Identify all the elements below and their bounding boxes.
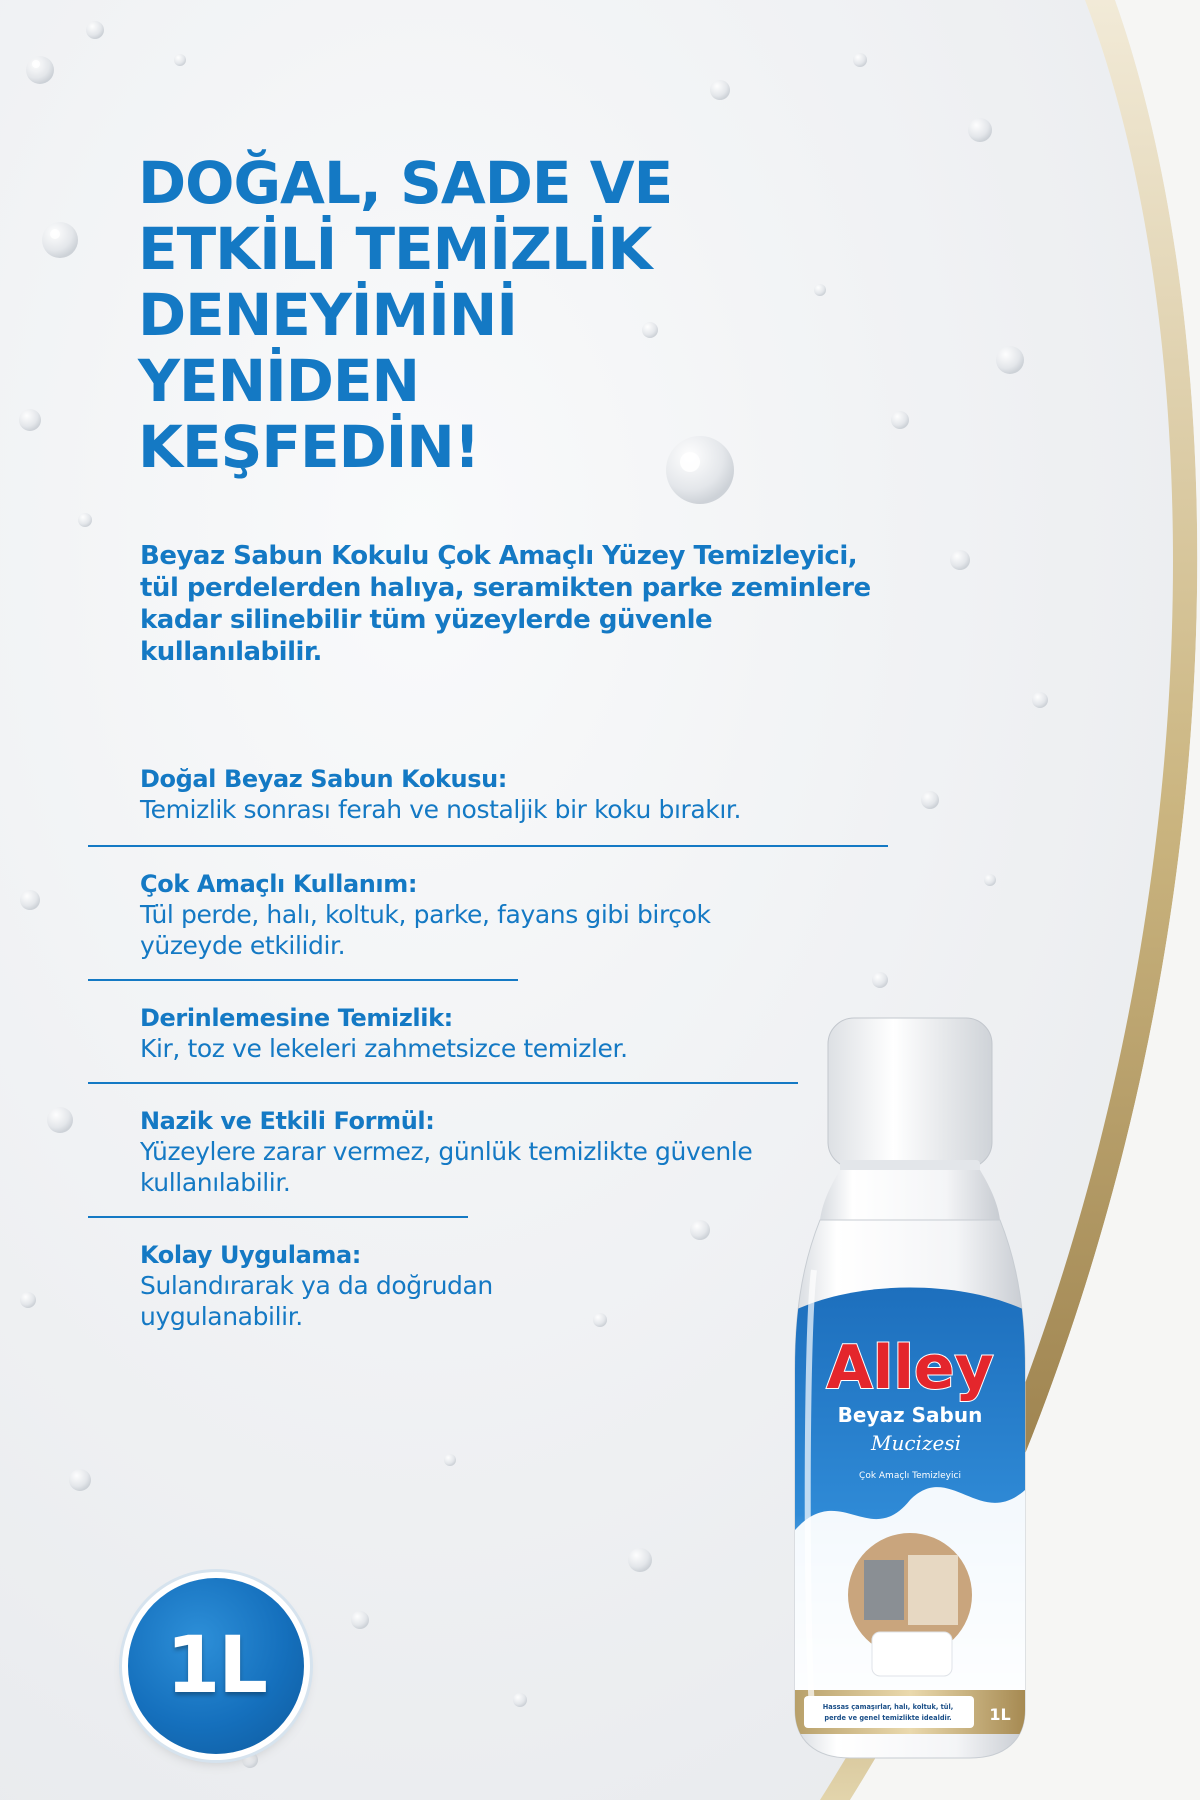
bottle-footer-line2: perde ve genel temizlikte idealdir. <box>824 1714 952 1722</box>
divider <box>88 845 888 847</box>
divider <box>88 1082 798 1084</box>
volume-badge-label: 1L <box>166 1621 266 1711</box>
feature-title: Kolay Uygulama: <box>140 1241 361 1269</box>
feature-title: Nazik ve Etkili Formül: <box>140 1107 435 1135</box>
feature-description: Kir, toz ve lekeleri zahmetsizce temizler. <box>140 1034 628 1063</box>
volume-badge <box>128 1578 304 1754</box>
feature-item <box>140 869 900 961</box>
divider <box>88 1216 468 1218</box>
bottle-script-word: Mucizesi <box>871 1431 961 1455</box>
headline <box>138 150 858 480</box>
bottle-subtitle: Çok Amaçlı Temizleyici <box>859 1471 961 1481</box>
bottle-footer-line1: Hassas çamaşırlar, halı, koltuk, tül, <box>822 1703 954 1711</box>
product-bottle <box>780 1010 1040 1770</box>
feature-title: Derinlemesine Temizlik: <box>140 1004 453 1032</box>
feature-description: Tül perde, halı, koltuk, parke, fayans gibi birçok yüzeyde etkilidir. <box>140 900 711 960</box>
headline-line: DOĞAL, SADE VE <box>138 149 673 217</box>
intro-paragraph: Beyaz Sabun Kokulu Çok Amaçlı Yüzey Temizleyici, tül perdelerden halıya, seramikten parke zeminlere kadar silinebilir tüm yüzeylerde güvenle kullanılabilir. <box>140 541 871 667</box>
bottle-volume: 1L <box>989 1705 1011 1724</box>
feature-description: Yüzeylere zarar vermez, günlük temizlikte güvenle kullanılabilir. <box>140 1137 753 1197</box>
headline-line: YENİDEN <box>138 347 420 415</box>
bottle-product-line: Beyaz Sabun <box>837 1403 983 1427</box>
feature-description: Sulandırarak ya da doğrudan uygulanabilir. <box>140 1271 493 1331</box>
headline-line: DENEYİMİNİ <box>138 281 517 349</box>
feature-title: Çok Amaçlı Kullanım: <box>140 870 418 898</box>
feature-title: Doğal Beyaz Sabun Kokusu: <box>140 765 507 793</box>
headline-line: KEŞFEDİN! <box>138 413 480 481</box>
feature-description: Temizlik sonrası ferah ve nostaljik bir koku bırakır. <box>140 795 742 824</box>
feature-item <box>140 764 900 825</box>
headline-line: ETKİLİ TEMİZLİK <box>138 215 652 283</box>
bottle-brand: Alley <box>826 1333 994 1403</box>
divider <box>88 979 518 981</box>
